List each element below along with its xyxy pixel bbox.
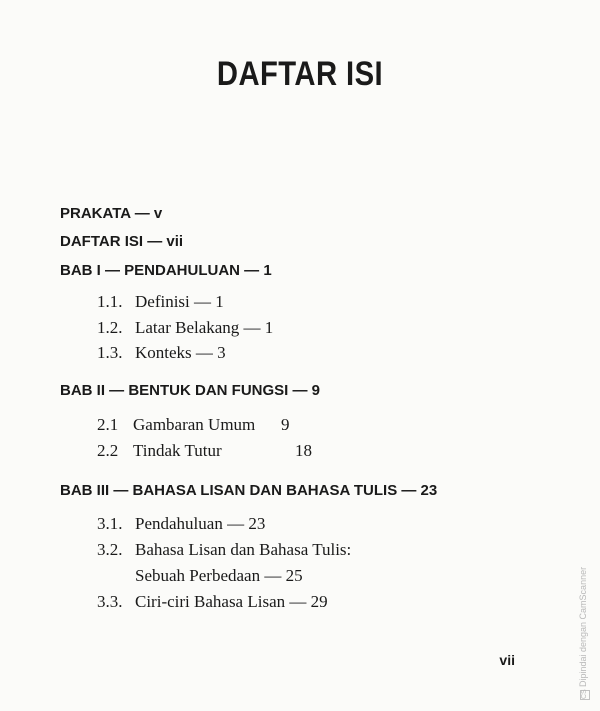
toc-entry-label: Pendahuluan — 23 bbox=[135, 514, 266, 533]
toc-entry-label: Bahasa Lisan dan Bahasa Tulis: bbox=[135, 540, 352, 559]
toc-entry bbox=[97, 415, 290, 435]
toc-entry-number: 2.2 bbox=[97, 441, 119, 460]
toc-heading-bab-1: BAB I — PENDAHULUAN — 1 bbox=[60, 262, 272, 279]
toc-entry bbox=[97, 592, 328, 612]
toc-entry bbox=[97, 318, 273, 338]
toc-entry-page: 18 bbox=[295, 441, 312, 460]
toc-heading-prakata: PRAKATA — v bbox=[60, 205, 163, 222]
toc-heading-bab-2: BAB II — BENTUK DAN FUNGSI — 9 bbox=[60, 382, 321, 399]
toc-entry-number: 1.1. bbox=[97, 292, 123, 311]
toc-entry-label: Tindak Tutur bbox=[133, 441, 222, 460]
page-title: DAFTAR ISI bbox=[216, 55, 384, 93]
toc-entry-number: 2.1 bbox=[97, 415, 119, 434]
scanner-watermark bbox=[578, 567, 590, 700]
toc-entry-number: 1.2. bbox=[97, 318, 123, 337]
toc-entry-label: Definisi — 1 bbox=[135, 292, 224, 311]
toc-entry-continuation: Sebuah Perbedaan — 25 bbox=[135, 566, 303, 585]
toc-entry bbox=[97, 540, 351, 560]
toc-entry-number: 3.3. bbox=[97, 592, 123, 611]
toc-entry-number: 1.3. bbox=[97, 343, 123, 362]
page-number: vii bbox=[499, 652, 515, 668]
toc-entry bbox=[97, 441, 312, 461]
camscanner-logo-icon: CS bbox=[581, 689, 588, 699]
watermark-text: Dipindai dengan CamScanner bbox=[578, 566, 588, 687]
toc-entry-page: 9 bbox=[281, 415, 290, 434]
toc-entry bbox=[97, 292, 224, 312]
toc-entry-number: 3.1. bbox=[97, 514, 123, 533]
toc-entry-label: Gambaran Umum bbox=[133, 415, 256, 434]
toc-entry-number: 3.2. bbox=[97, 540, 123, 559]
toc-entry-label: Ciri-ciri Bahasa Lisan — 29 bbox=[135, 592, 328, 611]
toc-heading-daftar-isi: DAFTAR ISI — vii bbox=[60, 233, 184, 250]
toc-entry-label: Konteks — 3 bbox=[135, 343, 226, 362]
toc-heading-bab-3: BAB III — BAHASA LISAN DAN BAHASA TULIS — 23 bbox=[60, 482, 438, 499]
toc-entry bbox=[97, 343, 226, 363]
toc-entry bbox=[97, 514, 265, 534]
toc-entry-label: Latar Belakang — 1 bbox=[135, 318, 274, 337]
